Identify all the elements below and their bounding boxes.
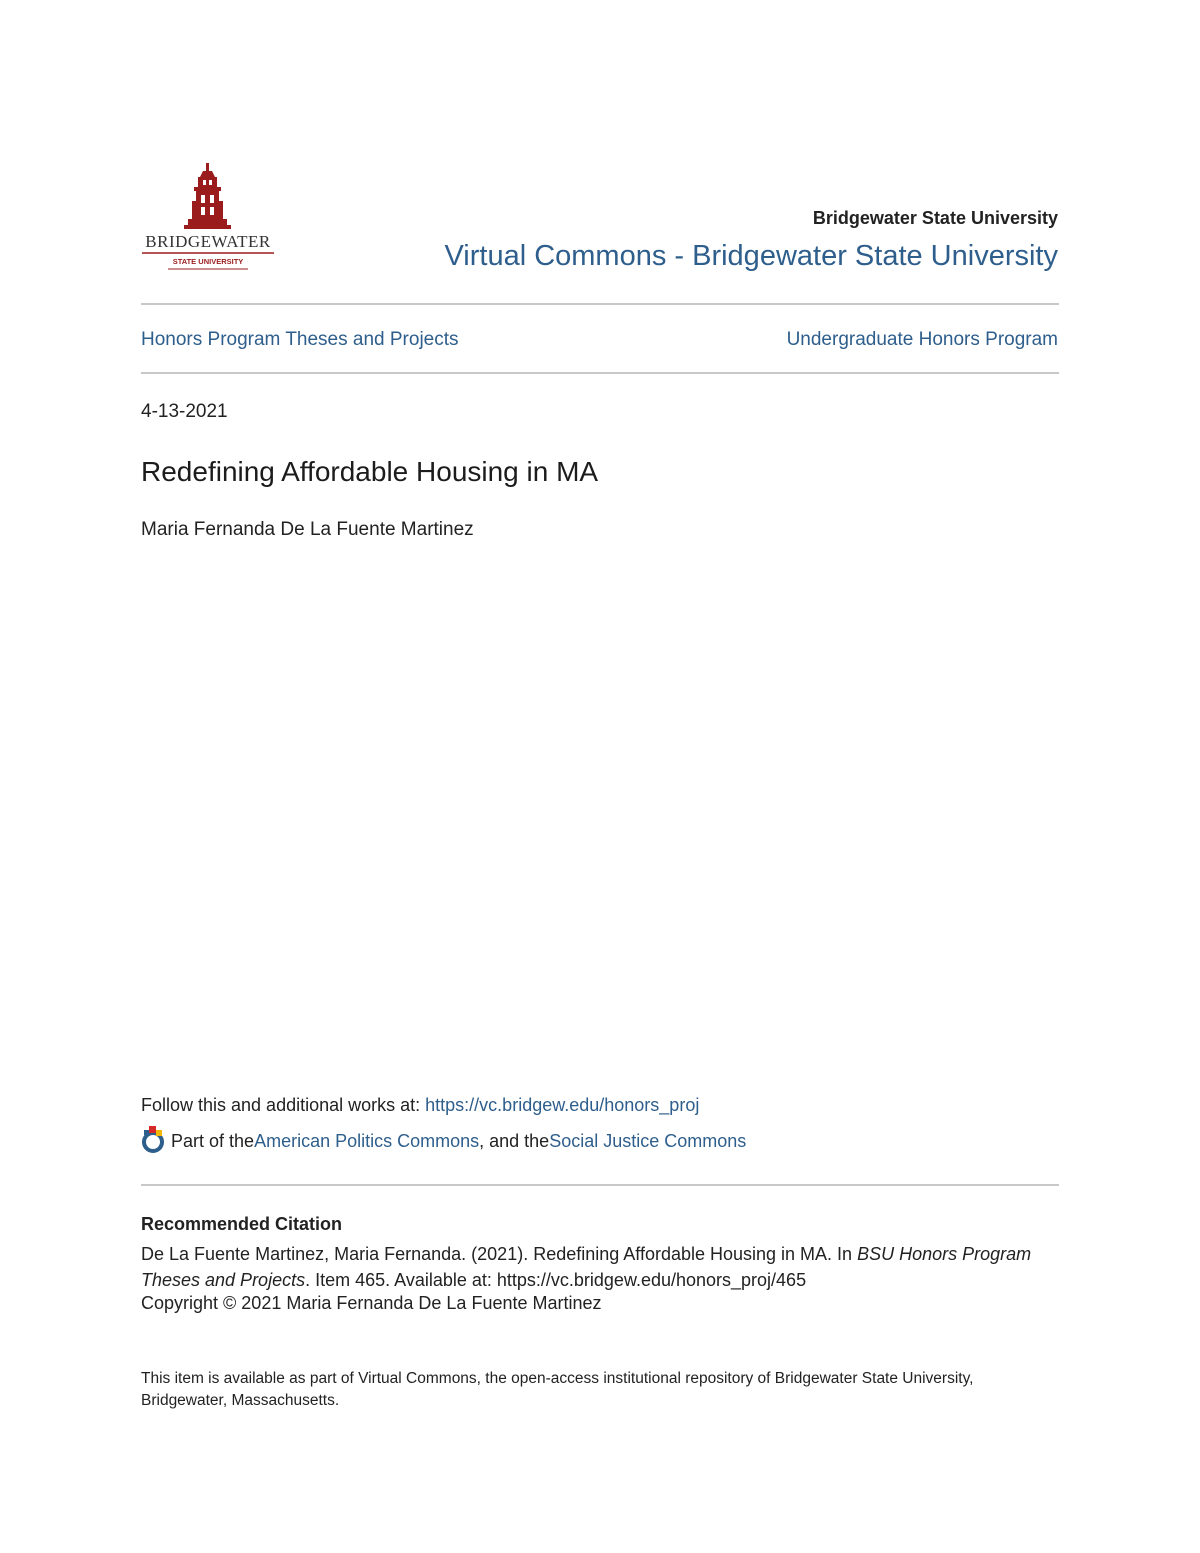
- part-of-line: [141, 1126, 746, 1156]
- bridgewater-tower-icon: [184, 163, 231, 229]
- program-link[interactable]: Undergraduate Honors Program: [786, 329, 1058, 350]
- social-justice-commons-link[interactable]: Social Justice Commons: [549, 1130, 747, 1151]
- follow-line: [141, 1095, 699, 1116]
- divider: [141, 372, 1059, 374]
- series-link[interactable]: Honors Program Theses and Projects: [141, 329, 459, 350]
- document-title: Redefining Affordable Housing in MA: [141, 456, 599, 487]
- citation-part-2: . Item 465. Available at: https://vc.bridgew.edu/honors_proj/465: [305, 1270, 807, 1290]
- citation-part-1: De La Fuente Martinez, Maria Fernanda. (2021). Redefining Affordable Housing in MA. In: [141, 1244, 858, 1264]
- citation-heading: Recommended Citation: [141, 1214, 343, 1234]
- logo-wordmark: BRIDGEWATER: [145, 232, 271, 251]
- copyright-line: Copyright © 2021 Maria Fernanda De La Fuente Martinez: [141, 1293, 602, 1313]
- part-of-separator: , and the: [479, 1130, 550, 1151]
- part-of-prefix: Part of the: [171, 1130, 255, 1151]
- repository-title[interactable]: Virtual Commons - Bridgewater State University: [444, 240, 1058, 272]
- citation-text: [141, 1241, 1041, 1293]
- citation-series-italic: BSU Honors Program Theses and Projects: [141, 1244, 1032, 1290]
- divider: [141, 1184, 1059, 1186]
- publication-date: 4-13-2021: [141, 401, 228, 422]
- repository-url-link[interactable]: https://vc.bridgew.edu/honors_proj: [425, 1095, 700, 1115]
- document-author: Maria Fernanda De La Fuente Martinez: [141, 519, 474, 540]
- footer-note: This item is available as part of Virtual Commons, the open-access institutional repository of Bridgewater State University, Bridgewater, Massachusetts.: [141, 1370, 974, 1409]
- follow-prefix: Follow this and additional works at:: [141, 1095, 426, 1115]
- divider: [141, 303, 1059, 305]
- logo-subtitle: STATE UNIVERSITY: [172, 257, 244, 266]
- american-politics-commons-link[interactable]: American Politics Commons: [254, 1130, 480, 1151]
- institution-name: Bridgewater State University: [812, 208, 1058, 228]
- digital-commons-network-icon: [141, 1124, 167, 1154]
- bridgewater-logo: [140, 163, 276, 273]
